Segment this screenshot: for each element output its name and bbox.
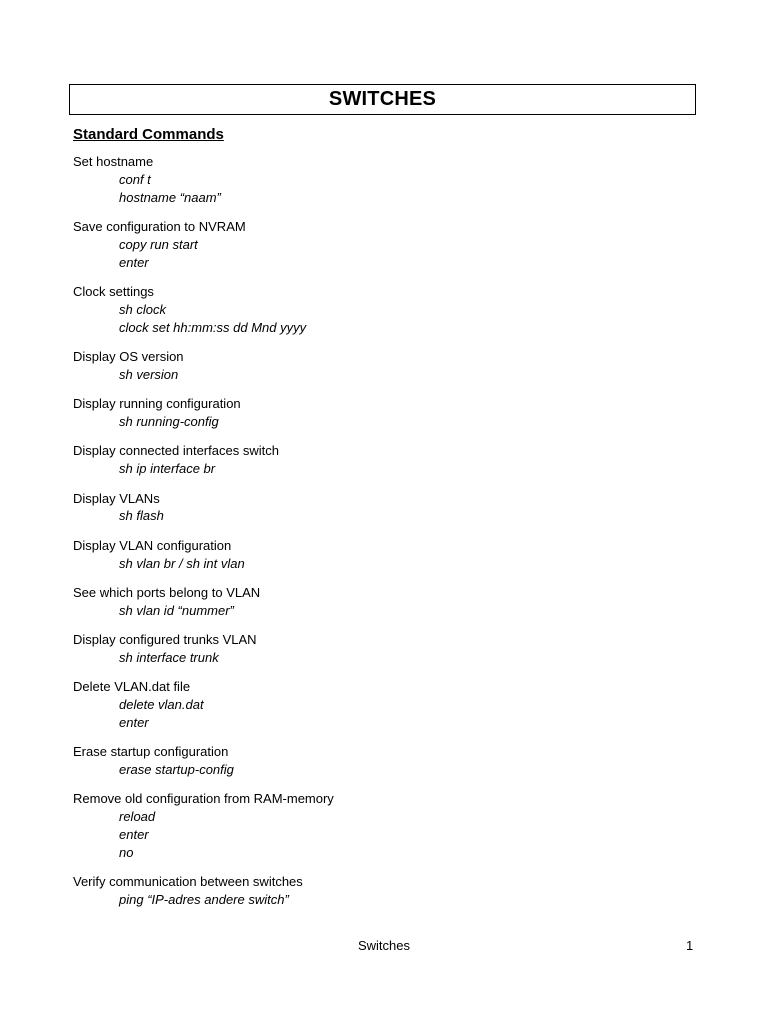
command-entry xyxy=(73,584,693,620)
command-entry xyxy=(73,395,693,431)
command-entry xyxy=(73,283,693,336)
command-entry xyxy=(73,631,693,667)
command-entry-title: Display running configuration xyxy=(73,396,241,412)
command-entry xyxy=(73,490,693,526)
command-line: sh version xyxy=(119,366,179,382)
section-heading: Standard Commands xyxy=(73,126,224,143)
command-entry xyxy=(73,873,693,909)
command-entry xyxy=(73,790,693,861)
command-entry xyxy=(73,153,693,206)
command-entry xyxy=(73,743,693,779)
command-entry-title: Verify communication between switches xyxy=(73,874,303,890)
command-line: delete vlan.dat xyxy=(119,697,204,713)
command-entry-title: See which ports belong to VLAN xyxy=(73,584,261,600)
command-entry-title: Set hostname xyxy=(73,154,154,169)
footer-text: Switches xyxy=(357,938,411,953)
command-line: sh vlan id “nummer” xyxy=(119,602,234,618)
command-line: sh ip interface br xyxy=(119,461,216,477)
command-entry xyxy=(73,218,693,271)
command-line: conf t xyxy=(119,171,151,187)
command-line: enter xyxy=(119,827,149,843)
command-entry-title: Delete VLAN.dat file xyxy=(73,679,191,695)
command-entry xyxy=(73,678,693,731)
command-line: enter xyxy=(119,714,149,730)
command-line: enter xyxy=(119,254,149,270)
command-entry-title: Save configuration to NVRAM xyxy=(73,218,246,234)
command-line: ping “IP-adres andere switch” xyxy=(119,892,289,908)
command-line: hostname “naam” xyxy=(119,189,221,205)
command-entry-title: Display OS version xyxy=(73,348,184,364)
command-entry-title: Clock settings xyxy=(73,283,154,299)
command-entry-title: Display VLANs xyxy=(73,490,160,506)
command-entry-title: Display VLAN configuration xyxy=(73,537,232,553)
command-entry-title: Display connected interfaces switch xyxy=(73,443,279,459)
command-list xyxy=(73,153,693,920)
command-line: sh flash xyxy=(119,508,164,524)
page-title: SWITCHES xyxy=(328,88,437,110)
command-line: clock set hh:mm:ss dd Mnd yyyy xyxy=(119,319,307,335)
command-line: no xyxy=(119,844,134,860)
command-entry xyxy=(73,537,693,573)
command-line: sh running-config xyxy=(119,413,219,429)
command-line: reload xyxy=(119,809,156,825)
command-line: sh interface trunk xyxy=(119,649,219,665)
command-entry xyxy=(73,442,693,478)
title-box xyxy=(69,84,696,115)
page-number: 1 xyxy=(686,938,694,953)
command-entry-title: Display configured trunks VLAN xyxy=(73,632,257,648)
command-entry-title: Erase startup configuration xyxy=(73,744,229,760)
command-line: copy run start xyxy=(119,236,198,252)
command-entry xyxy=(73,348,693,384)
command-line: erase startup-config xyxy=(119,762,234,778)
command-line: sh clock xyxy=(119,301,166,317)
command-line: sh vlan br / sh int vlan xyxy=(119,555,245,571)
command-entry-title: Remove old configuration from RAM-memory xyxy=(73,791,334,807)
